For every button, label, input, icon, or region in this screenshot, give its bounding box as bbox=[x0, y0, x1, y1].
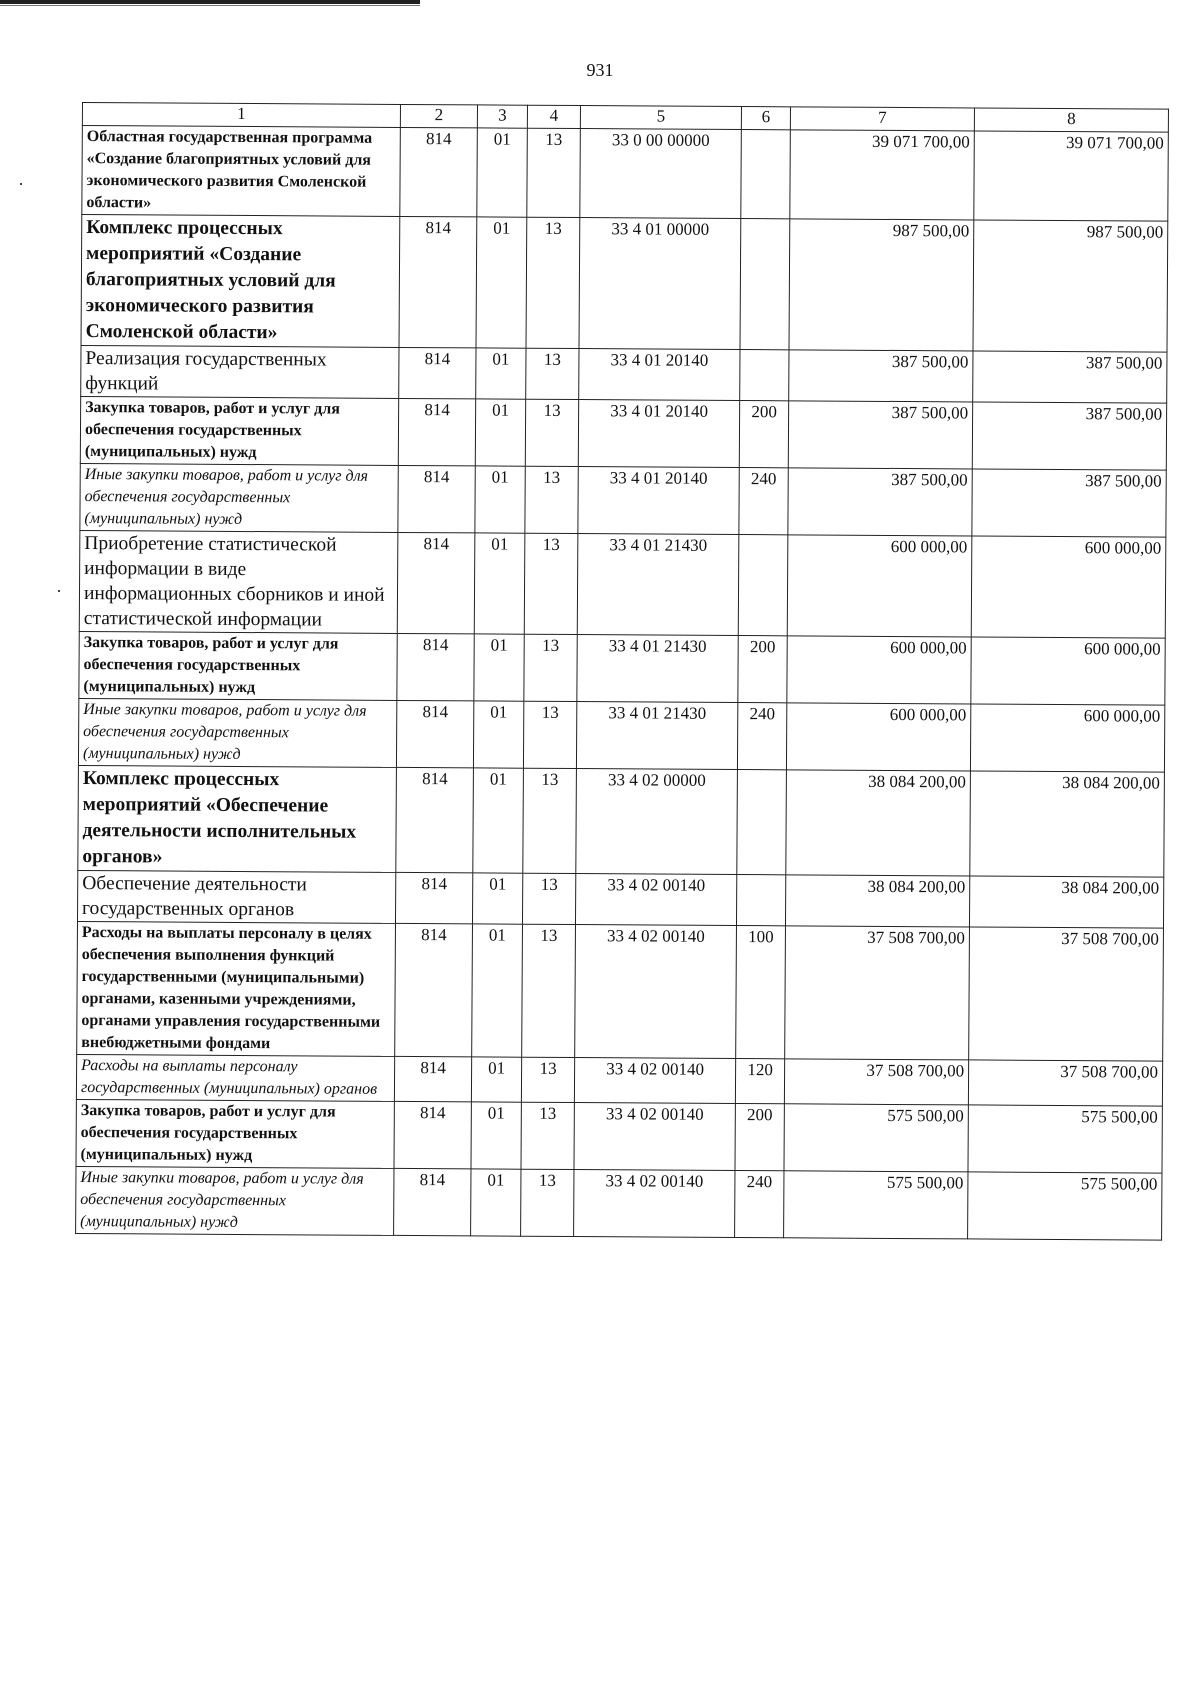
subsection-cell: 13 bbox=[526, 217, 580, 348]
page-number: 931 bbox=[586, 60, 614, 80]
subsection-cell: 13 bbox=[524, 533, 578, 634]
expense-type-cell: 200 bbox=[738, 636, 787, 703]
expense-type-cell bbox=[738, 535, 788, 636]
subsection-cell: 13 bbox=[525, 399, 578, 466]
amount-cell: 575 500,00 bbox=[784, 1104, 968, 1172]
row-name-cell: Областная государственная программа «Создание благоприятных условий для экономического развития Смоленской области» bbox=[82, 126, 401, 217]
budget-table bbox=[75, 102, 1169, 1241]
section-cell: 01 bbox=[472, 924, 523, 1057]
row-name-cell: Обеспечение деятельности государственных органов bbox=[77, 870, 395, 923]
row-name-cell: Реализация государственных функций bbox=[81, 345, 399, 398]
amount-cell: 600 000,00 bbox=[971, 637, 1165, 705]
section-cell: 01 bbox=[476, 348, 526, 399]
target-article-cell: 33 4 02 00140 bbox=[575, 874, 736, 926]
row-name-cell: Иные закупки товаров, работ и услуг для обеспечения государственных (муниципальных) нужд bbox=[80, 463, 398, 532]
code-cell: 814 bbox=[400, 127, 478, 216]
expense-type-cell: 120 bbox=[735, 1059, 784, 1104]
code-cell: 814 bbox=[397, 532, 475, 633]
column-header: 2 bbox=[400, 104, 477, 127]
code-cell: 814 bbox=[394, 1168, 471, 1235]
code-cell: 814 bbox=[399, 216, 477, 347]
section-cell: 01 bbox=[473, 768, 524, 873]
section-cell: 01 bbox=[475, 399, 525, 466]
amount-cell: 38 084 200,00 bbox=[970, 771, 1165, 877]
target-article-cell: 33 4 02 00000 bbox=[576, 769, 738, 875]
section-cell: 01 bbox=[477, 128, 528, 217]
code-cell: 814 bbox=[394, 1101, 471, 1168]
row-name-cell: Иные закупки товаров, работ и услуг для обеспечения государственных (муниципальных) нужд bbox=[76, 1166, 394, 1235]
amount-cell: 37 508 700,00 bbox=[968, 1060, 1162, 1106]
column-header: 6 bbox=[741, 107, 790, 130]
target-article-cell: 33 4 01 00000 bbox=[579, 218, 741, 350]
subsection-cell: 13 bbox=[527, 128, 581, 217]
amount-cell: 387 500,00 bbox=[788, 468, 972, 536]
row-name-cell: Расходы на выплаты персоналу государственных (муниципальных) органов bbox=[76, 1054, 394, 1101]
amount-cell: 575 500,00 bbox=[784, 1171, 968, 1239]
target-article-cell: 33 4 01 20140 bbox=[579, 349, 740, 401]
column-header: 8 bbox=[974, 108, 1168, 132]
section-cell: 01 bbox=[471, 1102, 521, 1169]
code-cell: 814 bbox=[395, 872, 472, 923]
table-row bbox=[77, 870, 1163, 928]
target-article-cell: 33 4 01 21430 bbox=[577, 534, 739, 636]
target-article-cell: 33 0 00 00000 bbox=[580, 129, 742, 219]
row-name-cell: Иные закупки товаров, работ и услуг для обеспечения государственных (муниципальных) нужд bbox=[78, 698, 396, 767]
section-cell: 01 bbox=[471, 1169, 521, 1236]
expense-type-cell: 100 bbox=[736, 926, 786, 1059]
expense-type-cell: 200 bbox=[739, 401, 788, 468]
amount-cell: 987 500,00 bbox=[973, 220, 1168, 352]
code-cell: 814 bbox=[394, 1056, 471, 1101]
column-header: 5 bbox=[580, 106, 741, 130]
code-cell: 814 bbox=[399, 347, 476, 398]
amount-cell: 600 000,00 bbox=[786, 703, 970, 771]
row-name-cell: Закупка товаров, работ и услуг для обеспечения государственных (муниципальных) нужд bbox=[80, 396, 398, 465]
amount-cell: 39 071 700,00 bbox=[974, 131, 1169, 221]
table-row bbox=[78, 765, 1165, 877]
subsection-cell: 13 bbox=[521, 1169, 574, 1236]
subsection-cell: 13 bbox=[522, 873, 575, 924]
expense-type-cell: 240 bbox=[735, 1171, 784, 1238]
target-article-cell: 33 4 02 00140 bbox=[574, 1170, 735, 1238]
code-cell: 814 bbox=[397, 633, 474, 700]
amount-cell: 38 084 200,00 bbox=[786, 770, 971, 876]
target-article-cell: 33 4 01 21430 bbox=[576, 702, 737, 770]
subsection-cell: 13 bbox=[523, 768, 577, 873]
amount-cell: 600 000,00 bbox=[970, 704, 1164, 772]
table-row bbox=[79, 530, 1166, 638]
amount-cell: 38 084 200,00 bbox=[785, 875, 969, 927]
table-row bbox=[81, 215, 1168, 353]
code-cell: 814 bbox=[395, 923, 473, 1056]
target-article-cell: 33 4 02 00140 bbox=[575, 925, 737, 1059]
table-row bbox=[82, 126, 1169, 222]
amount-cell: 37 508 700,00 bbox=[969, 927, 1164, 1061]
subsection-cell: 13 bbox=[521, 1057, 574, 1102]
table-row bbox=[76, 1166, 1162, 1240]
amount-cell: 387 500,00 bbox=[972, 402, 1166, 470]
expense-type-cell: 200 bbox=[735, 1104, 784, 1171]
amount-cell: 575 500,00 bbox=[968, 1172, 1162, 1240]
scan-edge-bar bbox=[0, 0, 420, 4]
subsection-cell: 13 bbox=[524, 634, 577, 701]
table-row bbox=[79, 631, 1165, 705]
column-header: 7 bbox=[790, 107, 974, 131]
section-cell: 01 bbox=[475, 466, 525, 533]
expense-type-cell bbox=[736, 875, 785, 926]
code-cell: 814 bbox=[398, 398, 475, 465]
expense-type-cell bbox=[740, 219, 790, 350]
target-article-cell: 33 4 01 21430 bbox=[577, 635, 738, 703]
amount-cell: 387 500,00 bbox=[789, 350, 973, 402]
amount-cell: 387 500,00 bbox=[973, 351, 1167, 403]
table-row bbox=[81, 345, 1167, 403]
amount-cell: 38 084 200,00 bbox=[969, 876, 1163, 928]
amount-cell: 387 500,00 bbox=[788, 401, 972, 469]
table-row bbox=[76, 1054, 1162, 1106]
amount-cell: 39 071 700,00 bbox=[790, 130, 975, 220]
section-cell: 01 bbox=[471, 1057, 521, 1102]
row-name-cell: Приобретение статистической информации в виде информационных сборников и иной статистической информации bbox=[79, 530, 398, 633]
target-article-cell: 33 4 01 20140 bbox=[578, 400, 739, 468]
section-cell: 01 bbox=[476, 217, 527, 348]
row-name-cell: Комплекс процессных мероприятий «Создание благоприятных условий для экономического развития Смоленской области» bbox=[81, 215, 400, 348]
amount-cell: 600 000,00 bbox=[787, 535, 972, 637]
column-header: 4 bbox=[527, 105, 580, 128]
section-cell: 01 bbox=[474, 634, 524, 701]
target-article-cell: 33 4 01 20140 bbox=[578, 467, 739, 535]
table-row bbox=[76, 1099, 1162, 1173]
code-cell: 814 bbox=[398, 465, 475, 532]
expense-type-cell: 240 bbox=[739, 468, 788, 535]
amount-cell: 987 500,00 bbox=[789, 219, 974, 351]
target-article-cell: 33 4 02 00140 bbox=[574, 1058, 735, 1104]
column-header: 1 bbox=[82, 103, 400, 128]
row-name-cell: Закупка товаров, работ и услуг для обеспечения государственных (муниципальных) нужд bbox=[76, 1099, 394, 1168]
expense-type-cell: 240 bbox=[737, 703, 786, 770]
scan-speck bbox=[58, 590, 60, 592]
amount-cell: 387 500,00 bbox=[972, 469, 1166, 537]
subsection-cell: 13 bbox=[525, 466, 578, 533]
section-cell: 01 bbox=[472, 873, 522, 924]
section-cell: 01 bbox=[473, 701, 523, 768]
subsection-cell: 13 bbox=[526, 348, 579, 399]
amount-cell: 37 508 700,00 bbox=[785, 926, 970, 1060]
section-cell: 01 bbox=[474, 533, 525, 634]
expense-type-cell bbox=[741, 130, 791, 219]
scan-edge-line bbox=[0, 5, 420, 6]
code-cell: 814 bbox=[396, 767, 474, 872]
subsection-cell: 13 bbox=[523, 701, 576, 768]
table-row bbox=[80, 463, 1166, 537]
row-name-cell: Расходы на выплаты персоналу в целях обеспечения выполнения функций государственными (муниципальными) органами, казенными учреждениями, органами управления государственными внебюджетными фондами bbox=[77, 921, 396, 1056]
table-row bbox=[78, 698, 1164, 772]
scan-speck bbox=[20, 183, 22, 185]
target-article-cell: 33 4 02 00140 bbox=[574, 1103, 735, 1171]
amount-cell: 600 000,00 bbox=[971, 536, 1166, 638]
row-name-cell: Закупка товаров, работ и услуг для обеспечения государственных (муниципальных) нужд bbox=[79, 631, 397, 700]
table-row bbox=[80, 396, 1166, 470]
amount-cell: 575 500,00 bbox=[968, 1105, 1162, 1173]
expense-type-cell bbox=[740, 350, 789, 401]
code-cell: 814 bbox=[396, 700, 473, 767]
table-row bbox=[77, 921, 1164, 1061]
column-header: 3 bbox=[477, 105, 527, 128]
subsection-cell: 13 bbox=[522, 924, 576, 1057]
amount-cell: 37 508 700,00 bbox=[784, 1059, 968, 1105]
row-name-cell: Комплекс процессных мероприятий «Обеспечение деятельности исполнительных органов» bbox=[78, 765, 397, 872]
subsection-cell: 13 bbox=[521, 1102, 574, 1169]
amount-cell: 600 000,00 bbox=[787, 636, 971, 704]
expense-type-cell bbox=[737, 770, 787, 875]
